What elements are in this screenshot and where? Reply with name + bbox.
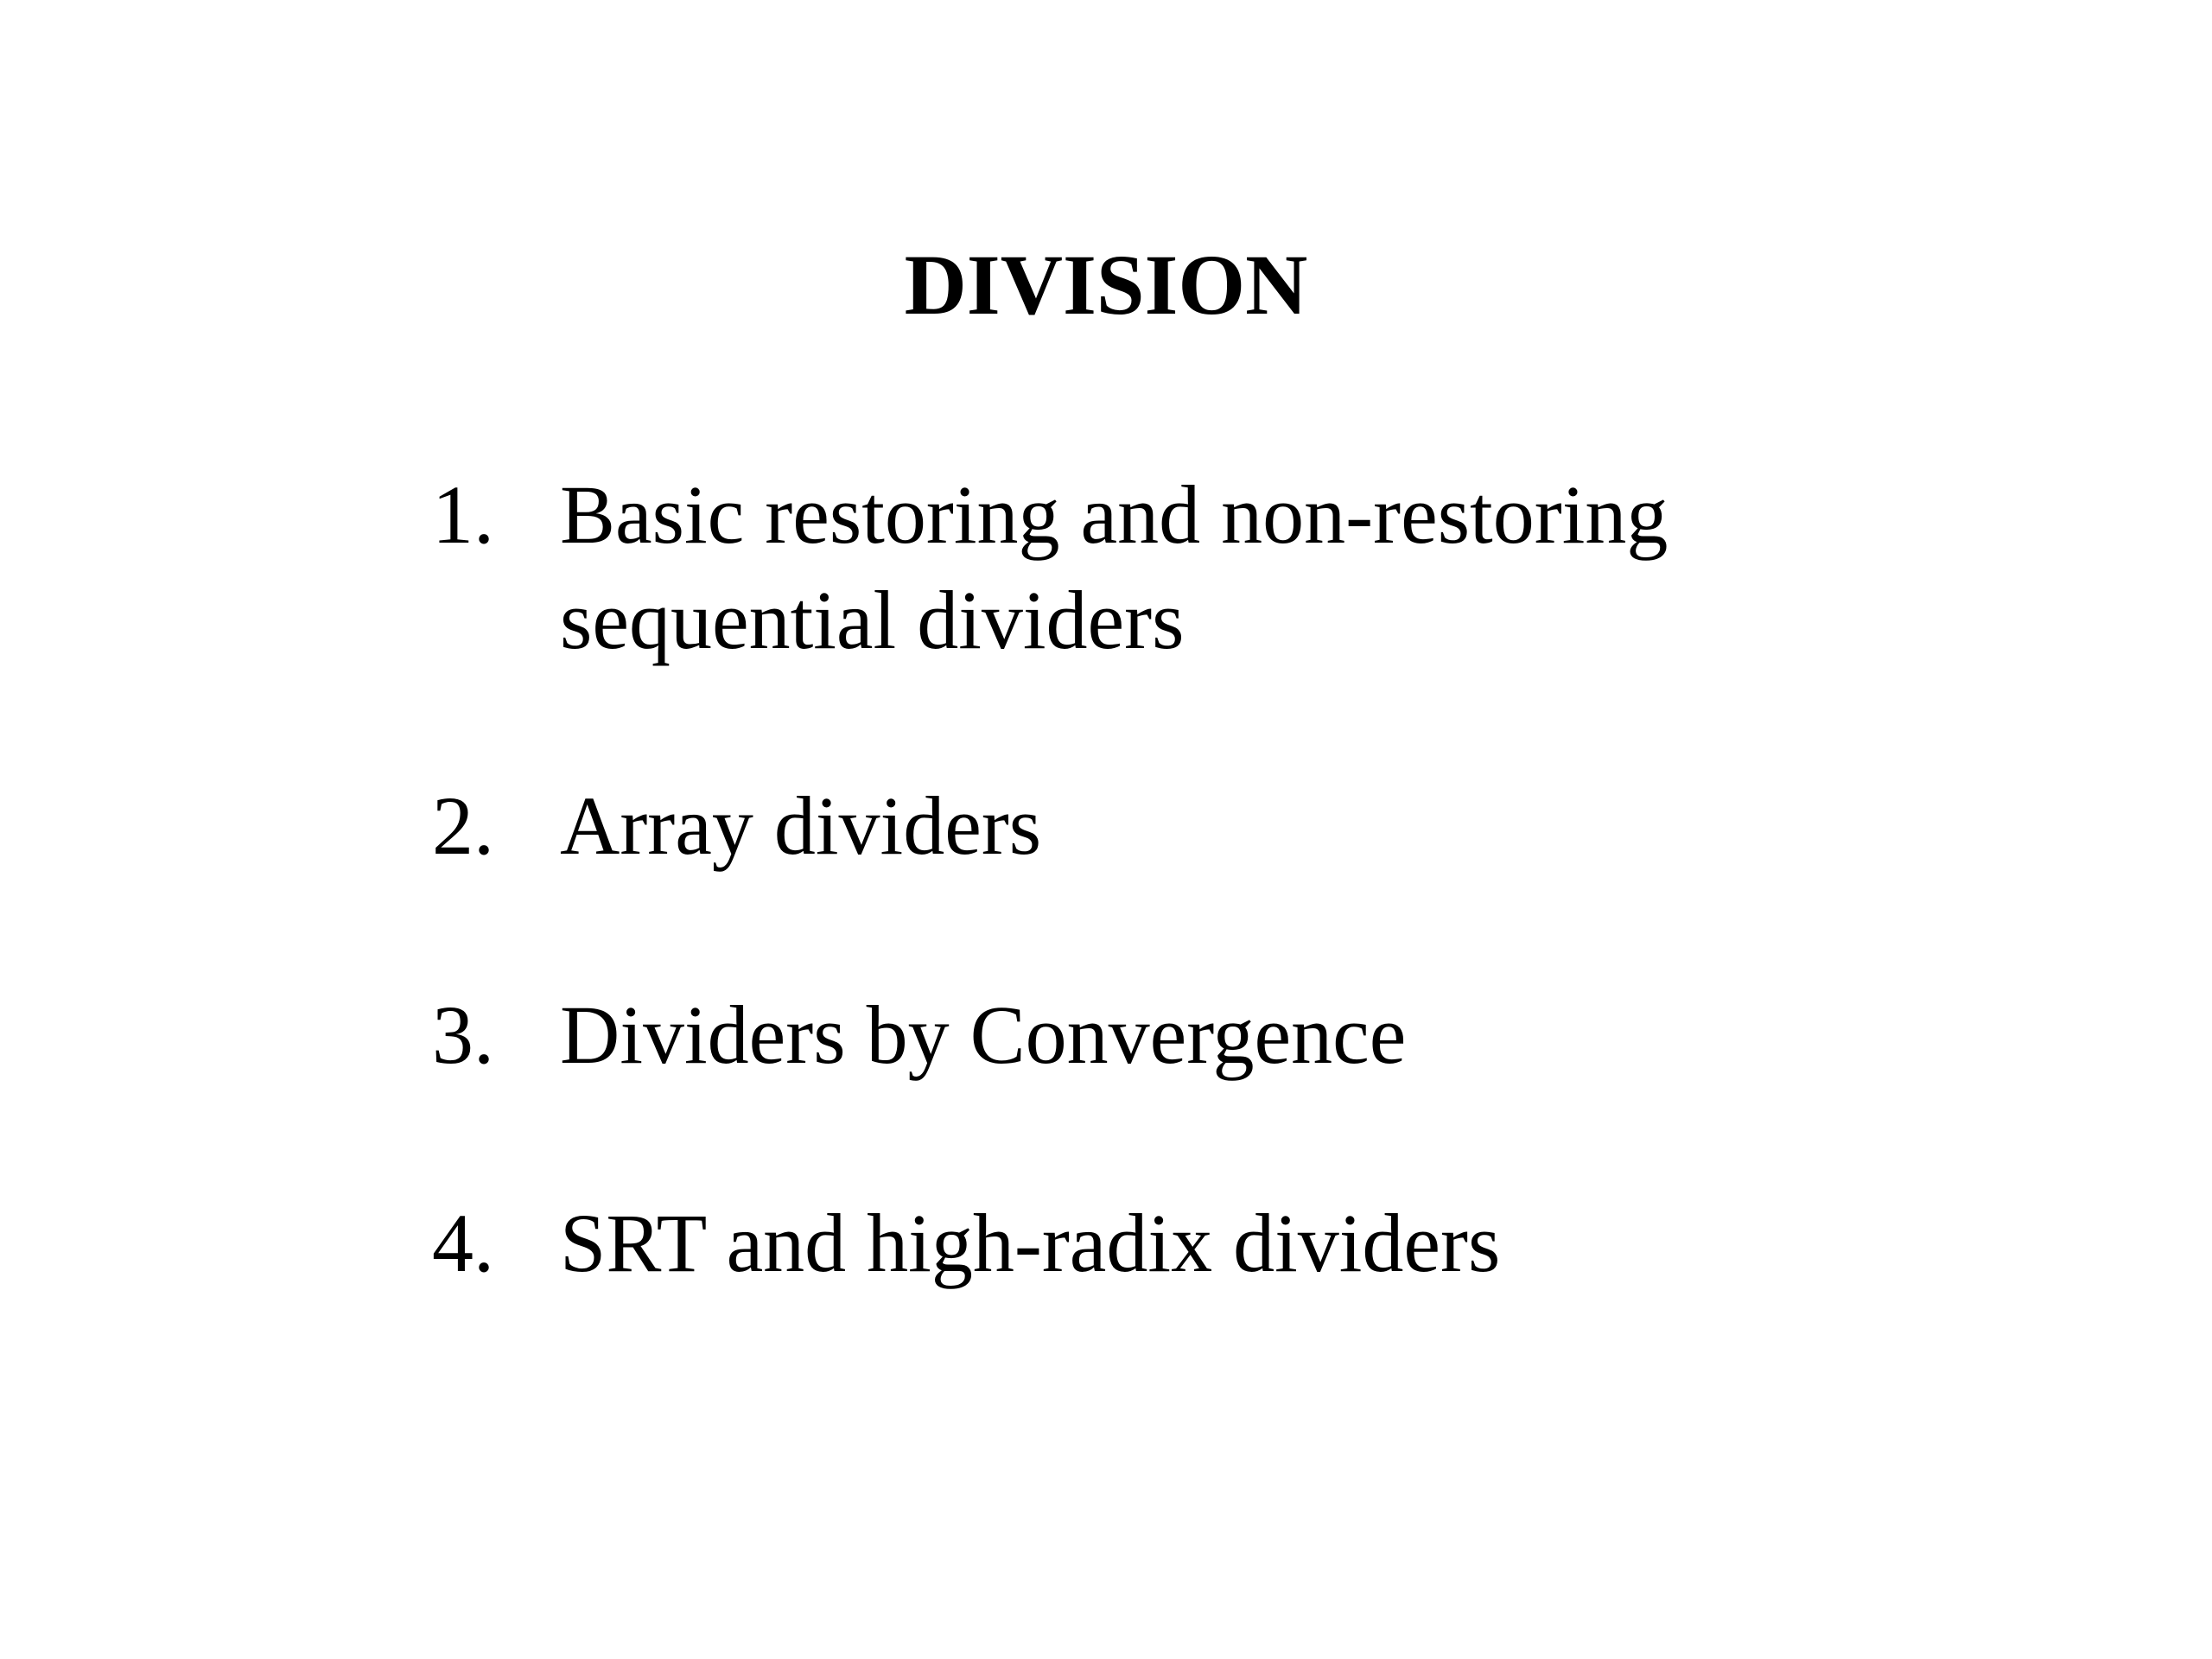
list-item-text bbox=[560, 773, 2072, 879]
list-item-number: 2. bbox=[432, 779, 494, 872]
slide-title: DIVISION bbox=[904, 237, 1308, 333]
list-item-line: Array dividers bbox=[560, 779, 1042, 872]
list-item-line: sequential dividers bbox=[560, 574, 1185, 666]
list-item-number: 1. bbox=[432, 468, 494, 561]
list-item-number: 4. bbox=[432, 1197, 494, 1289]
list-item-text bbox=[560, 462, 2072, 673]
list-item-line: Dividers by Convergence bbox=[560, 988, 1407, 1081]
list-item-text bbox=[560, 1191, 2072, 1296]
list-item-number: 3. bbox=[432, 988, 494, 1081]
list-item-line: SRT and high-radix dividers bbox=[560, 1197, 1501, 1289]
list-item-text bbox=[560, 982, 2072, 1088]
list-item-line: Basic restoring and non-restoring bbox=[560, 468, 1669, 561]
